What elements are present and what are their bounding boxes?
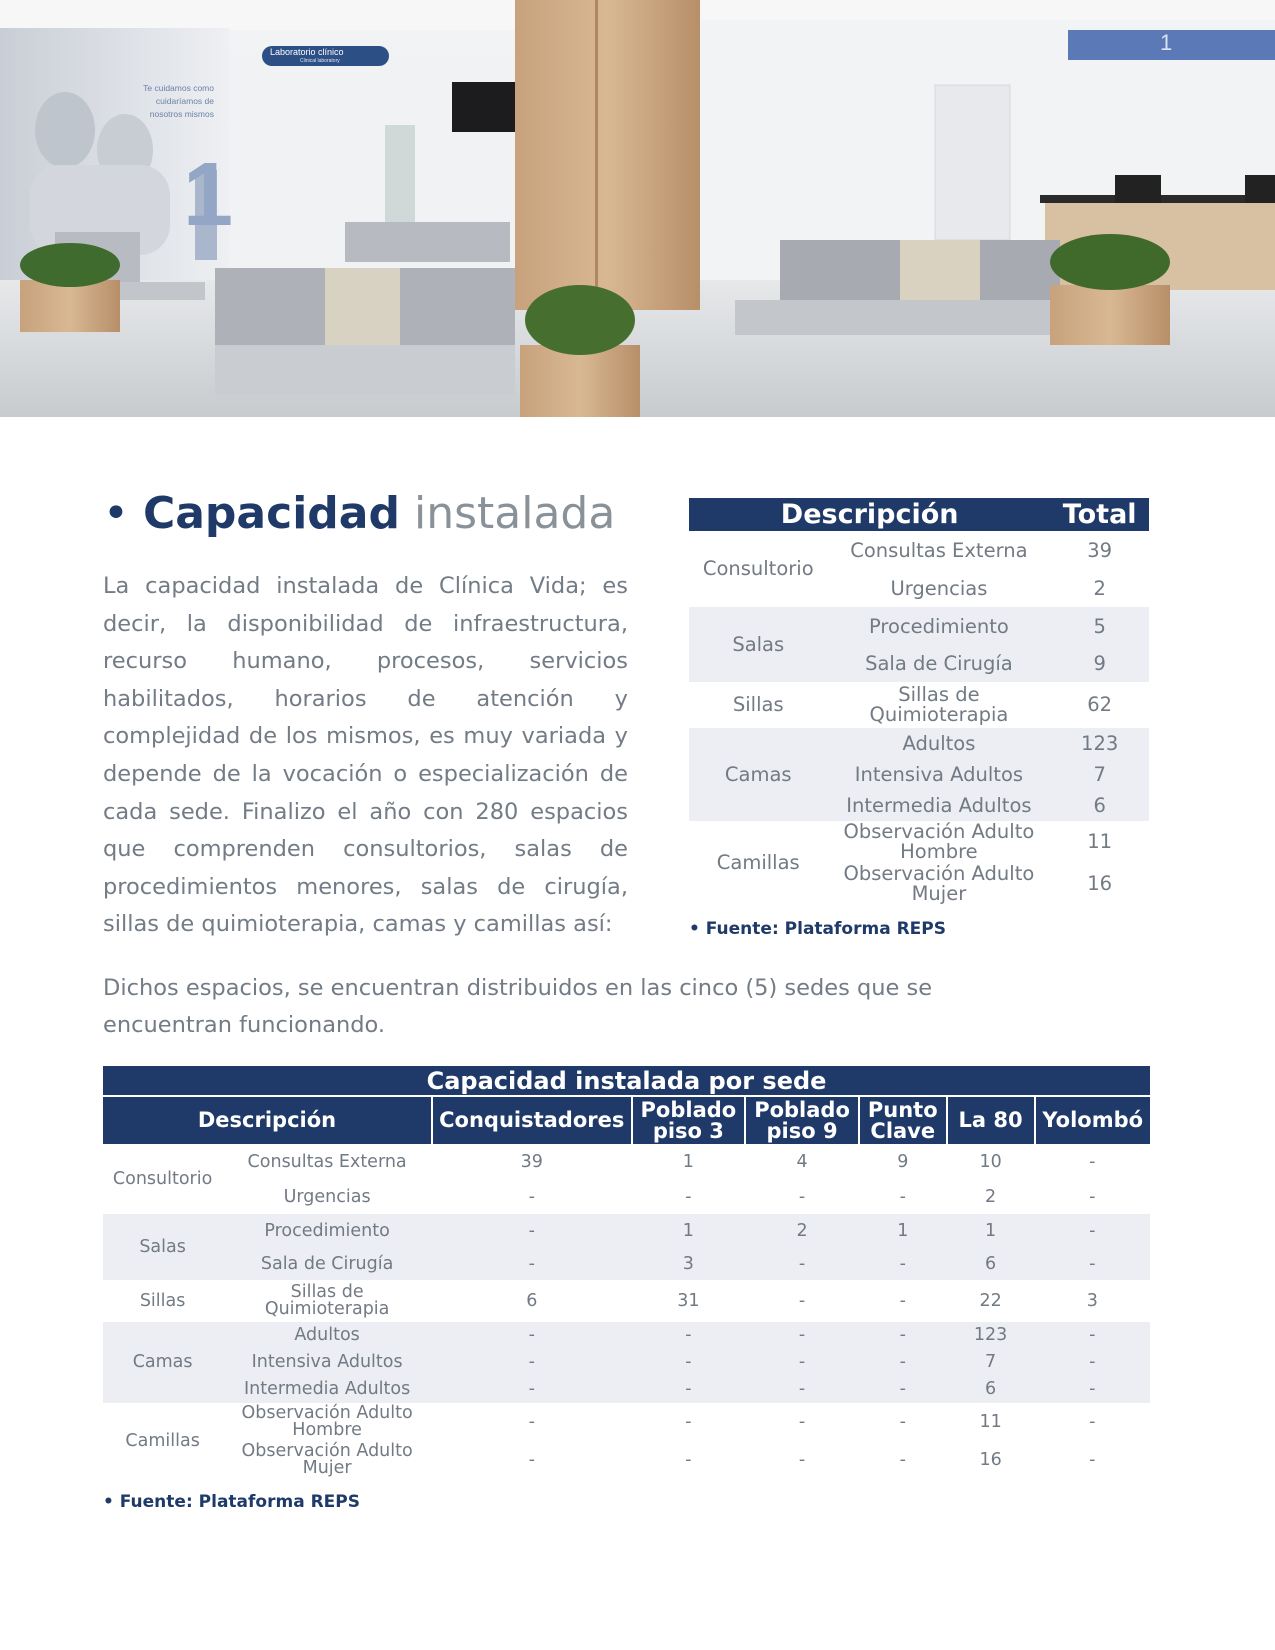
wall-slogan-line: cuidaríamos de [155,96,214,106]
counter-number: 1 [1160,30,1173,55]
table2-title: Capacidad instalada por sede [103,1066,1150,1096]
table-header-row [689,498,1149,531]
intro-paragraph: La capacidad instalada de Clínica Vida; es decir, la disponibilidad de infraestructura, recurso humano, procesos, servicios habilitados, horarios de atención y complejidad de los mismos, es muy variada y depende de la vocación o especialización de cada sede. Finalizo el año con 280 espacios que comprenden consultorios, salas de procedimientos menores, salas de cirugía, sillas de quimioterapia, camas y camillas así: [103,573,628,938]
table-row [689,531,1149,570]
cell: - [798,1411,806,1432]
cell: 9 [897,1152,909,1172]
group-label: Camas [689,728,828,821]
table-title-row [103,1066,1150,1096]
cell: - [528,1449,535,1470]
row-label: Observación Adulto Hombre [241,1403,413,1440]
group-label: Sillas [139,1290,186,1311]
cell: - [745,1349,859,1376]
table-row [103,1376,1150,1403]
table-row [689,821,1149,863]
row-label: Observación Adulto Hombre [843,820,1035,863]
wall-slogan-line: nosotros mismos [149,109,214,119]
header-punto-clave: Punto Clave [859,1096,947,1144]
group-label: Consultorio [702,557,814,580]
row-label: Observación Adulto Mujer [843,862,1035,905]
cell: - [798,1449,806,1470]
cell: 22 [979,1290,1002,1311]
row-value: 62 [1087,693,1113,716]
cell: - [432,1248,632,1280]
header-yolombo: Yolombó [1035,1096,1150,1144]
header-total: Total [1050,498,1149,531]
row-label: Intermedia Adultos [828,790,1051,821]
group-label: Salas [689,607,828,682]
wall-slogan-line: Te cuidamos como [143,83,214,93]
cell: - [432,1349,632,1376]
cell: - [745,1322,859,1349]
cell: - [1035,1322,1150,1349]
row-label: Procedimiento [222,1214,432,1248]
row-label: Intensiva Adultos [828,759,1051,790]
row-value: 6 [1050,790,1149,821]
row-label: Urgencias [890,576,988,600]
distribution-paragraph: Dichos espacios, se encuentran distribuidos en las cinco (5) sedes que se encuentran funcionando. [103,975,933,1038]
cell: - [528,1411,535,1432]
table-row [103,1144,1150,1181]
cell: - [745,1248,859,1280]
cell: - [632,1376,746,1403]
heading-light: instalada [413,488,616,539]
table2-source: • Fuente: Plataforma REPS [103,1492,360,1512]
cell: - [859,1322,947,1349]
row-label: Sala de Cirugía [222,1248,432,1280]
cell: 6 [526,1290,538,1311]
cell: - [899,1411,906,1432]
cell: - [1089,1449,1096,1470]
group-label: Camillas [125,1430,200,1451]
lab-sign-subtext: Clinical laboratory [300,58,340,64]
header-photo [0,0,1275,417]
cell: 123 [947,1322,1035,1349]
row-label: Sillas de Quimioterapia [869,683,1009,726]
table-row [103,1214,1150,1248]
table-row [103,1280,1150,1322]
header-conquistadores: Conquistadores [432,1096,632,1144]
cell: - [1035,1248,1150,1280]
cell: 1 [632,1214,746,1248]
cell: - [632,1349,746,1376]
cell: - [685,1187,692,1207]
group-label: Sillas [732,693,784,716]
row-label: Sillas de Quimioterapia [264,1282,390,1319]
cell: - [745,1376,859,1403]
cell: - [632,1322,746,1349]
header-descripcion: Descripción [103,1096,432,1144]
row-label: Consultas Externa [850,538,1028,562]
cell: 3 [1086,1290,1098,1311]
cell: 1 [859,1214,947,1248]
cell: - [1089,1411,1096,1432]
table-row [689,728,1149,759]
cell: - [432,1376,632,1403]
cell: 6 [947,1248,1035,1280]
group-label: Camas [103,1322,222,1403]
table-row [103,1403,1150,1441]
row-value: 9 [1050,646,1149,682]
section-heading [103,488,615,539]
cell: - [859,1248,947,1280]
row-label: Intermedia Adultos [222,1376,432,1403]
row-label: Intensiva Adultos [222,1349,432,1376]
cell: - [1035,1376,1150,1403]
cell: 31 [677,1290,700,1311]
table-row [103,1181,1150,1214]
row-label: Adultos [222,1322,432,1349]
cell: - [798,1290,806,1311]
row-value: 16 [1087,872,1113,895]
cell: - [1089,1152,1096,1172]
header-la-80: La 80 [947,1096,1035,1144]
row-value: 2 [1093,576,1106,600]
table-header-row [103,1096,1150,1144]
cell: 2 [745,1214,859,1248]
row-label: Sala de Cirugía [828,646,1051,682]
cell: - [685,1449,692,1470]
cell: 39 [520,1152,543,1172]
cell: - [798,1187,806,1207]
row-value: 11 [1087,830,1113,853]
cell: 16 [979,1449,1002,1470]
cell: 10 [979,1152,1002,1172]
table1-source: • Fuente: Plataforma REPS [689,919,946,939]
table-row [689,607,1149,646]
row-value: 39 [1087,538,1113,562]
row-value: 7 [1050,759,1149,790]
cell: - [899,1449,906,1470]
capacity-summary-table [689,498,1149,905]
cell: 2 [985,1187,997,1207]
cell: 1 [947,1214,1035,1248]
row-label: Procedimiento [828,607,1051,646]
cell: - [1035,1349,1150,1376]
lab-sign-text: Laboratorio clínico [270,47,344,57]
table-row [689,682,1149,728]
table-row [103,1248,1150,1280]
cell: - [899,1187,906,1207]
cell: 7 [947,1349,1035,1376]
header-poblado-piso-9: Poblado piso 9 [745,1096,859,1144]
cell: 6 [947,1376,1035,1403]
row-value: 123 [1050,728,1149,759]
wall-slogan [128,82,214,121]
heading-strong: Capacidad [142,488,400,539]
row-label: Urgencias [283,1187,371,1207]
row-label: Adultos [828,728,1051,759]
group-label: Consultorio [112,1168,213,1189]
header-poblado-piso-3: Poblado piso 3 [632,1096,746,1144]
cell: - [899,1290,906,1311]
cell: - [685,1411,692,1432]
cell: - [1035,1214,1150,1248]
cell: - [859,1349,947,1376]
row-label: Observación Adulto Mujer [241,1441,413,1478]
table-row [103,1322,1150,1349]
heading-bullet: • [103,488,129,539]
cell: 4 [796,1152,808,1172]
cell: - [859,1376,947,1403]
row-label: Consultas Externa [247,1152,407,1172]
capacity-by-site-table [103,1066,1150,1479]
cell: - [432,1322,632,1349]
group-label: Camillas [716,851,800,874]
cell: 1 [682,1152,694,1172]
cell: 3 [632,1248,746,1280]
wall-number: 1 [183,145,234,245]
cell: - [1089,1187,1096,1207]
row-value: 5 [1050,607,1149,646]
cell: - [432,1214,632,1248]
group-label: Salas [103,1214,222,1280]
cell: - [528,1187,535,1207]
cell: 11 [979,1411,1002,1432]
table-row [103,1441,1150,1479]
header-descripcion: Descripción [689,498,1050,531]
table-row [103,1349,1150,1376]
